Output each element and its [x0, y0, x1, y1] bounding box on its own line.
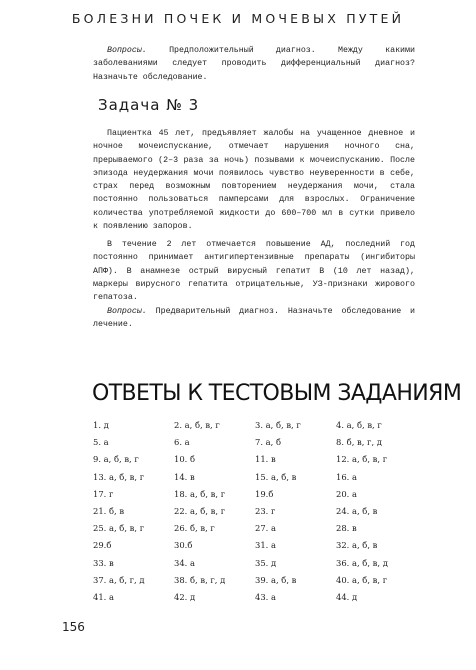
answer-item: 1. д [93, 420, 109, 430]
answer-item: 31. а [255, 540, 276, 551]
answer-item: 4. а, б, в, г [336, 420, 382, 430]
answer-item: 27. а [255, 523, 276, 534]
answer-item: 43. а [255, 591, 276, 602]
answer-item: 24. а, б, в [336, 505, 378, 516]
task-paragraph-2: В течение 2 лет отмечается повышение АД, последний год постоянно принимает антигипертензивные препараты (ингибиторы АПФ). В анамнезе острый вирусный гепатит В (10 лет назад), маркеры вирусного гепатита отрицательные, УЗ-признаки жирового гепатоза. [93, 240, 415, 303]
answer-item: 16. а [336, 471, 357, 482]
task-paragraph-1: Пациентка 45 лет, предъявляет жалобы на учащенное дневное и ночное мочеиспускание, отмечает нарушения ночного сна, прерываемого (2–3 раза за ночь) позывами к мочеиспусканию. После эпизода неудержания мочи появилось чувство неуверенности в себе, страх перед возможным повторением неудержания мочи, стала постоянно пользоваться памперсами для взрослых. Ограничение количества употребляемой жидкости до 600–700 мл в сутки привело к появлению запоров. [93, 129, 415, 232]
answer-item: 35. д [255, 557, 277, 568]
answer-item: 26. б, в, г [174, 523, 215, 534]
answers-grid [93, 417, 417, 606]
answers-heading: ОТВЕТЫ К ТЕСТОВЫМ ЗАДАНИЯМ [92, 381, 462, 406]
questions-text: Предположительный диагноз. Между какими заболеваниями следует проводить дифференциальный диагноз? Назначьте обследование. [93, 46, 415, 82]
answer-item: 32. а, б, в [336, 540, 378, 551]
answer-item: 37. а, б, г, д [93, 574, 145, 585]
answer-item: 34. а [174, 557, 195, 568]
task-questions-text: Предварительный диагноз. Назначьте обследование и лечение. [93, 307, 415, 330]
answer-item: 3. а, б, в, г [255, 420, 301, 430]
answer-item: 19.б [255, 488, 274, 499]
answer-item: 42. д [174, 591, 196, 602]
answer-item: 10. б [174, 454, 196, 465]
answer-item: 21. б, в [93, 505, 125, 516]
answer-item: 28. в [336, 523, 357, 534]
answer-item: 5. а [93, 437, 109, 448]
answer-item: 40. а, б, в, г [336, 574, 388, 585]
answer-item: 23. г [255, 505, 276, 516]
questions-paragraph [93, 44, 415, 84]
answer-item: 12. а, б, в, г [336, 454, 388, 465]
answer-item: 17. г [93, 488, 114, 499]
answer-item: 25. а, б, в, г [93, 523, 145, 534]
answer-item: 36. а, б, в, д [336, 557, 388, 568]
answer-item: 8. б, в, г, д [336, 437, 382, 448]
answer-item: 22. а, б, в, г [174, 505, 226, 516]
task-title: Задача № 3 [98, 96, 200, 114]
answer-item: 30.б [174, 540, 193, 551]
answer-item: 20. а [336, 488, 357, 499]
answer-item: 14. в [174, 471, 195, 482]
page-number: 156 [62, 620, 85, 634]
task-questions-paragraph [93, 305, 415, 332]
answer-item: 33. в [93, 557, 114, 568]
answer-item: 18. а, б, в, г [174, 488, 226, 499]
answer-item: 15. а, б, в [255, 471, 297, 482]
answer-item: 44. д [336, 591, 358, 602]
answer-item: 2. а, б, в, г [174, 420, 220, 430]
task-questions-label: Вопросы. [107, 307, 147, 316]
answer-item: 9. а, б, в, г [93, 454, 139, 465]
answer-item: 41. а [93, 591, 114, 602]
answer-item: 11. в [255, 454, 276, 465]
answer-item: 7. а, б [255, 437, 282, 448]
answer-item: 39. а, б, в [255, 574, 297, 585]
questions-label: Вопросы. [107, 46, 147, 55]
running-head: БОЛЕЗНИ ПОЧЕК И МОЧЕВЫХ ПУТЕЙ [71, 11, 405, 26]
answer-item: 29.б [93, 540, 112, 551]
answer-item: 13. а, б, в, г [93, 471, 145, 482]
answer-item: 38. б, в, г, д [174, 574, 226, 585]
answer-item: 6. а [174, 437, 190, 448]
